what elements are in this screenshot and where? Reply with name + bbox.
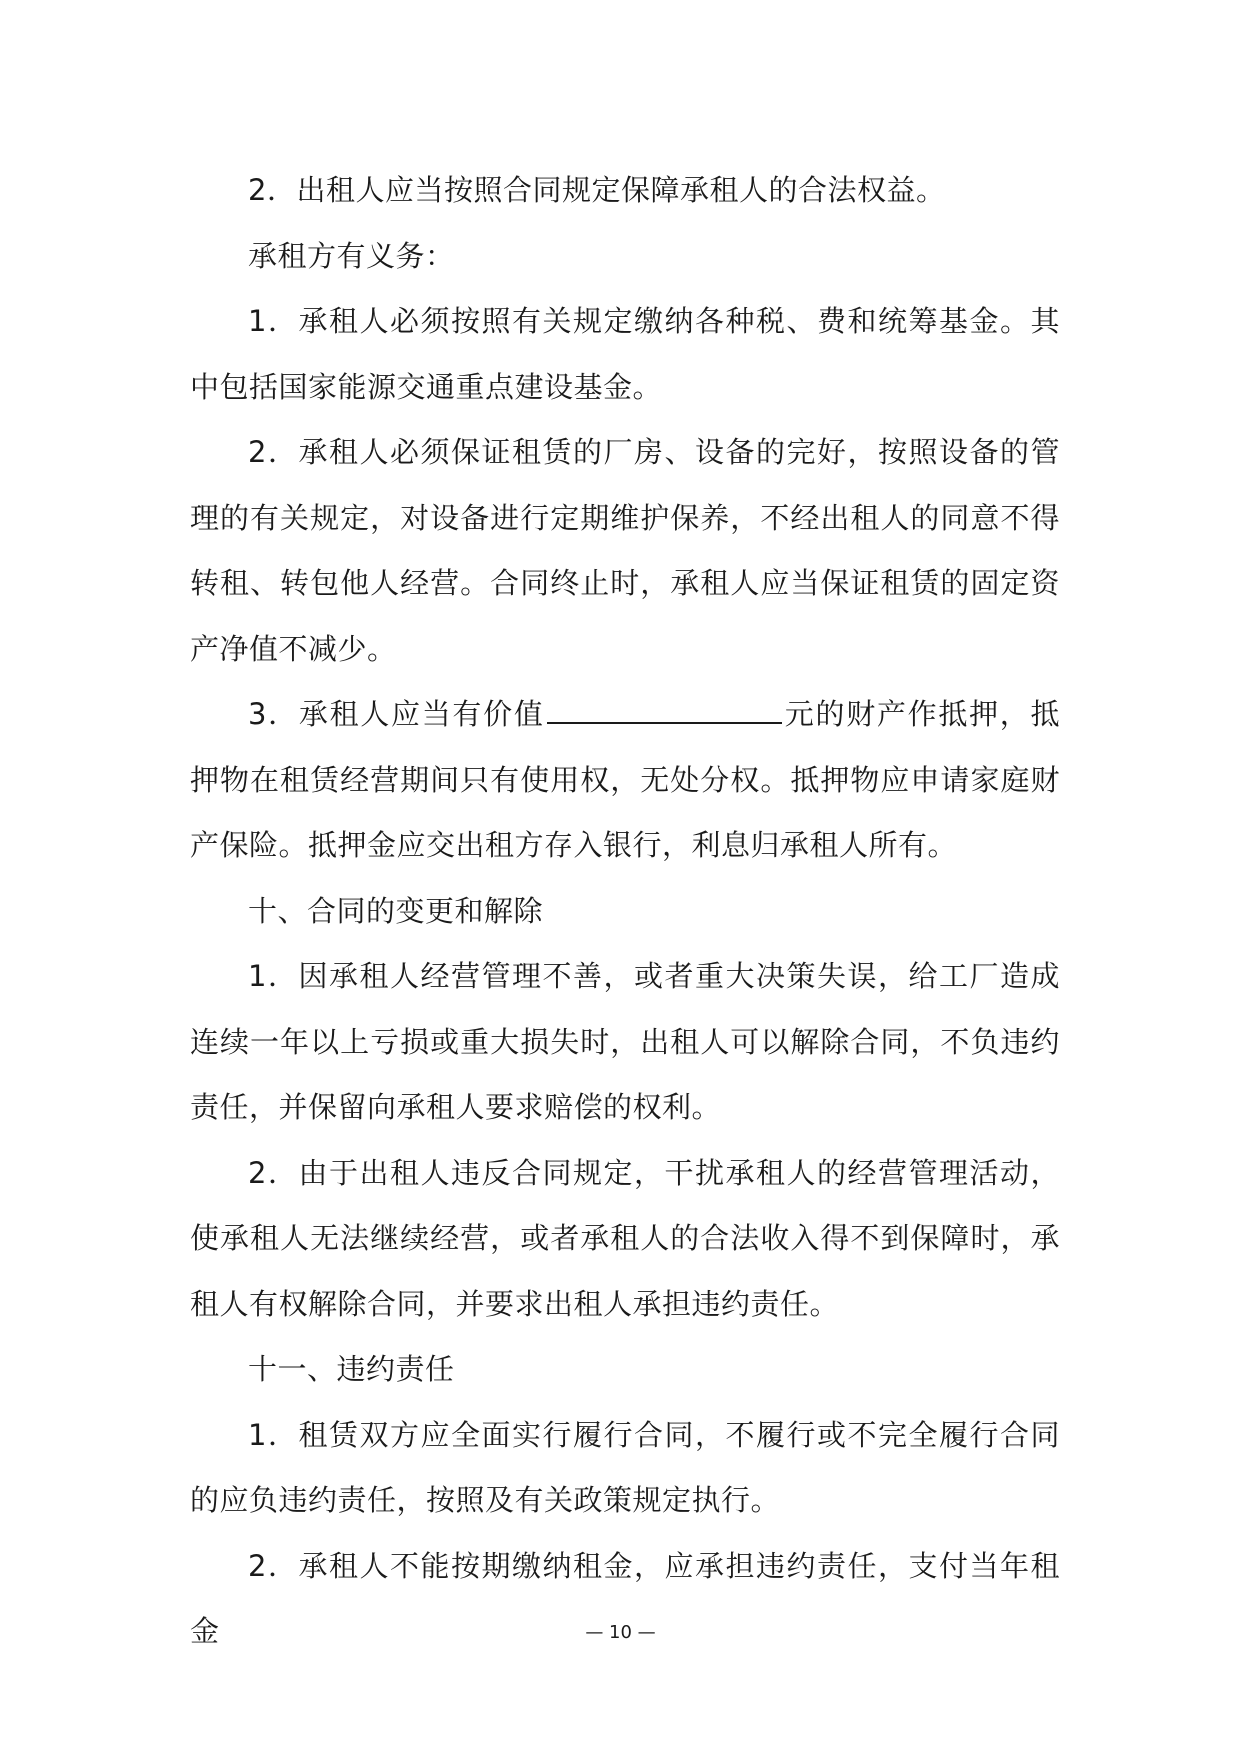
paragraph-lessee-duty-1: 1．承租人必须按照有关规定缴纳各种税、费和统筹基金。其中包括国家能源交通重点建设基金。 <box>190 304 1060 404</box>
document-body <box>190 158 1060 1665</box>
paragraph-liability-1: 1．租赁双方应全面实行履行合同，不履行或不完全履行合同的应负违约责任，按照及有关政策规定执行。 <box>190 1417 1060 1517</box>
paragraph-termination-1: 1．因承租人经营管理不善，或者重大决策失误，给工厂造成连续一年以上亏损或重大损失时，出租人可以解除合同，不负违约责任，并保留向承租人要求赔偿的权利。 <box>190 959 1060 1124</box>
paragraph-liability-2: 2．承租人不能按期缴纳租金，应承担违约责任，支付当年租金 <box>190 1548 1060 1648</box>
paragraph-lessor-duty-2: 2．出租人应当按照合同规定保障承租人的合法权益。 <box>248 173 946 207</box>
duty-3-text-before: 3．承租人应当有价值 <box>248 697 545 731</box>
amount-blank-line <box>547 720 782 724</box>
page-number: — 10 — <box>585 1622 656 1643</box>
section-heading-11: 十一、违约责任 <box>248 1352 455 1386</box>
paragraph-lessee-duty-3 <box>190 682 1060 879</box>
duty-3-text-after: 元的财产作抵押，抵押物在租赁经营期间只有使用权，无处分权。抵押物应申请家庭财产保险。抵押金应交出租方存入银行，利息归承租人所有。 <box>190 697 1060 862</box>
heading-lessee-obligations: 承租方有义务： <box>248 238 455 273</box>
paragraph-termination-2: 2．由于出租人违反合同规定，干扰承租人的经营管理活动，使承租人无法继续经营，或者承租人的合法收入得不到保障时，承租人有权解除合同，并要求出租人承担违约责任。 <box>190 1155 1060 1321</box>
section-heading-10: 十、合同的变更和解除 <box>248 893 544 928</box>
paragraph-lessee-duty-2: 2．承租人必须保证租赁的厂房、设备的完好，按照设备的管理的有关规定，对设备进行定期维护保养，不经出租人的同意不得转租、转包他人经营。合同终止时，承租人应当保证租赁的固定资产净值不减少。 <box>190 435 1060 666</box>
